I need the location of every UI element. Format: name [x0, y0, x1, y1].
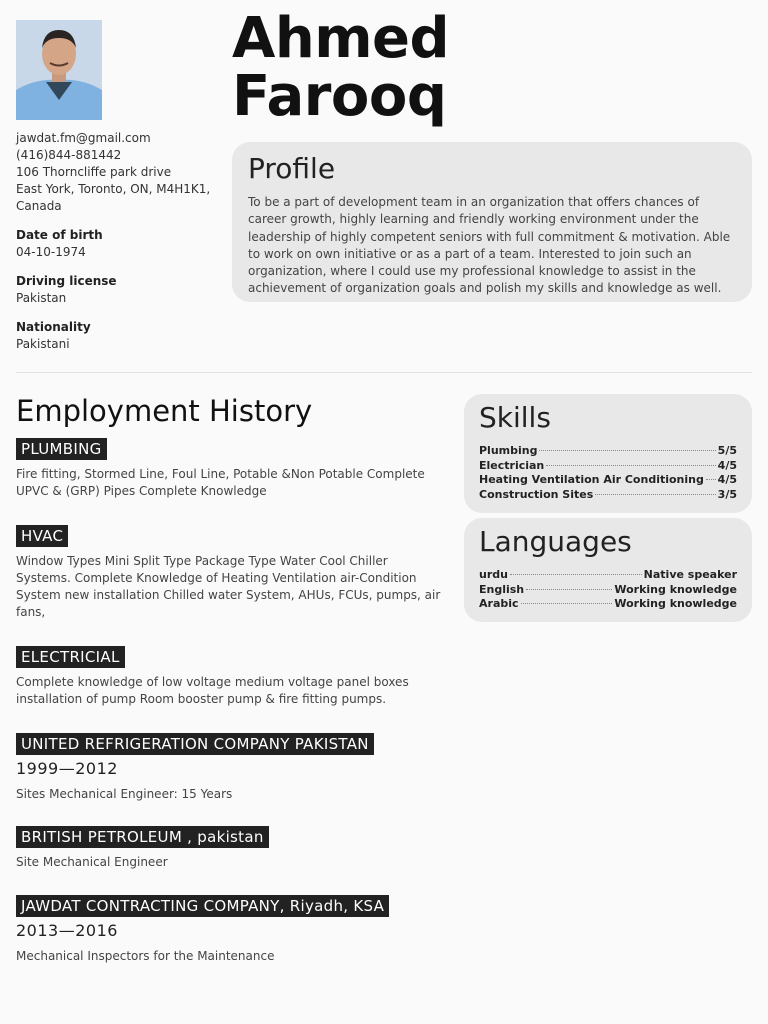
job-description: Fire fitting, Stormed Line, Foul Line, Potable &Non Potable Complete UPVC & (GRP) Pipes Complete Knowledge [16, 467, 425, 498]
employment-section [16, 394, 446, 965]
skill-level: 3/5 [717, 488, 737, 502]
email: jawdat.fm@gmail.com [16, 131, 151, 145]
job-description: Site Mechanical Engineer [16, 855, 168, 869]
address-line-2: East York, Toronto, ON, M4H1K1, [16, 182, 211, 196]
job-dates: 2013—2016 [16, 921, 118, 940]
language-name: English [479, 582, 525, 596]
skills-section [464, 394, 752, 513]
language-name: Arabic [479, 597, 519, 611]
skill-name: Plumbing [479, 444, 538, 457]
languages-section [464, 518, 752, 622]
profile-photo [16, 20, 102, 120]
profile-heading: Profile [248, 152, 336, 185]
employment-item [16, 733, 446, 803]
employment-item [16, 525, 446, 621]
job-description: Complete knowledge of low voltage medium voltage panel boxes installation of pump Room booster pump & fire fitting pumps. [16, 675, 409, 706]
skill-name: Electrician [479, 458, 545, 472]
job-title: HVAC [16, 525, 68, 547]
language-level: Native speaker [643, 568, 737, 581]
skill-name: Heating Ventilation Air Conditioning [479, 473, 704, 487]
job-description: Sites Mechanical Engineer: 15 Years [16, 787, 233, 801]
employment-item [16, 826, 446, 871]
last-name: Farooq [232, 64, 447, 129]
license-label: Driving license [16, 274, 117, 288]
language-row [479, 597, 737, 612]
employment-item [16, 646, 446, 708]
language-name: urdu [479, 568, 508, 581]
languages-heading: Languages [479, 525, 632, 558]
nationality-value: Pakistani [16, 337, 70, 351]
skill-level: 5/5 [717, 444, 737, 457]
skill-level: 4/5 [717, 458, 737, 472]
profile-text: To be a part of development team in an organization that offers chances of career growth, highly learning and friendly working environment under the leadership of highly competent seniors with full commitment & motivation. Able to work on own initiative or as a part of a team. Interested to join such an organization, where I could use my professional knowledge to assist in the achievement of organization goals and polish my skills and knowledge as well. [248, 195, 731, 296]
job-title: UNITED REFRIGERATION COMPANY PAKISTAN [16, 733, 374, 755]
section-divider [16, 372, 752, 373]
job-dates: 1999—2012 [16, 759, 118, 778]
skill-name: Construction Sites [479, 488, 594, 502]
contact-details [16, 130, 221, 353]
skill-level: 4/5 [717, 473, 737, 487]
leader-dots [526, 589, 612, 590]
leader-dots [539, 450, 715, 451]
employment-item [16, 438, 446, 500]
profile-section [232, 142, 752, 302]
nationality-label: Nationality [16, 320, 91, 334]
address-line-1: 106 Thorncliffe park drive [16, 165, 172, 179]
skill-row [479, 473, 737, 488]
dob-value: 04-10-1974 [16, 245, 86, 259]
language-level: Working knowledge [614, 597, 737, 611]
job-title: BRITISH PETROLEUM , pakistan [16, 826, 269, 848]
job-description: Mechanical Inspectors for the Maintenance [16, 949, 275, 963]
job-description: Window Types Mini Split Type Package Type Water Cool Chiller Systems. Complete Knowledge of Heating Ventilation air-Condition System new installation Chilled water System, AHUs, FCUs, pumps, air fans, [16, 554, 441, 619]
language-row [479, 568, 737, 583]
leader-dots [521, 603, 613, 604]
skill-row [479, 488, 737, 503]
language-row [479, 583, 737, 598]
leader-dots [510, 574, 642, 575]
leader-dots [706, 479, 716, 480]
dob-label: Date of birth [16, 228, 103, 242]
address-line-3: Canada [16, 199, 62, 213]
applicant-name [232, 6, 450, 129]
license-value: Pakistan [16, 291, 67, 305]
job-title: ELECTRICIAL [16, 646, 125, 668]
phone: (416)844-881442 [16, 148, 122, 162]
skill-row [479, 459, 737, 474]
job-title: PLUMBING [16, 438, 107, 460]
leader-dots [595, 494, 715, 495]
language-level: Working knowledge [614, 582, 737, 596]
employment-heading: Employment History [16, 394, 313, 428]
employment-item [16, 895, 446, 965]
skills-heading: Skills [479, 401, 551, 434]
job-title: JAWDAT CONTRACTING COMPANY, Riyadh, KSA [16, 895, 389, 917]
first-name: Ahmed [232, 6, 450, 71]
skill-row [479, 444, 737, 459]
leader-dots [546, 465, 715, 466]
